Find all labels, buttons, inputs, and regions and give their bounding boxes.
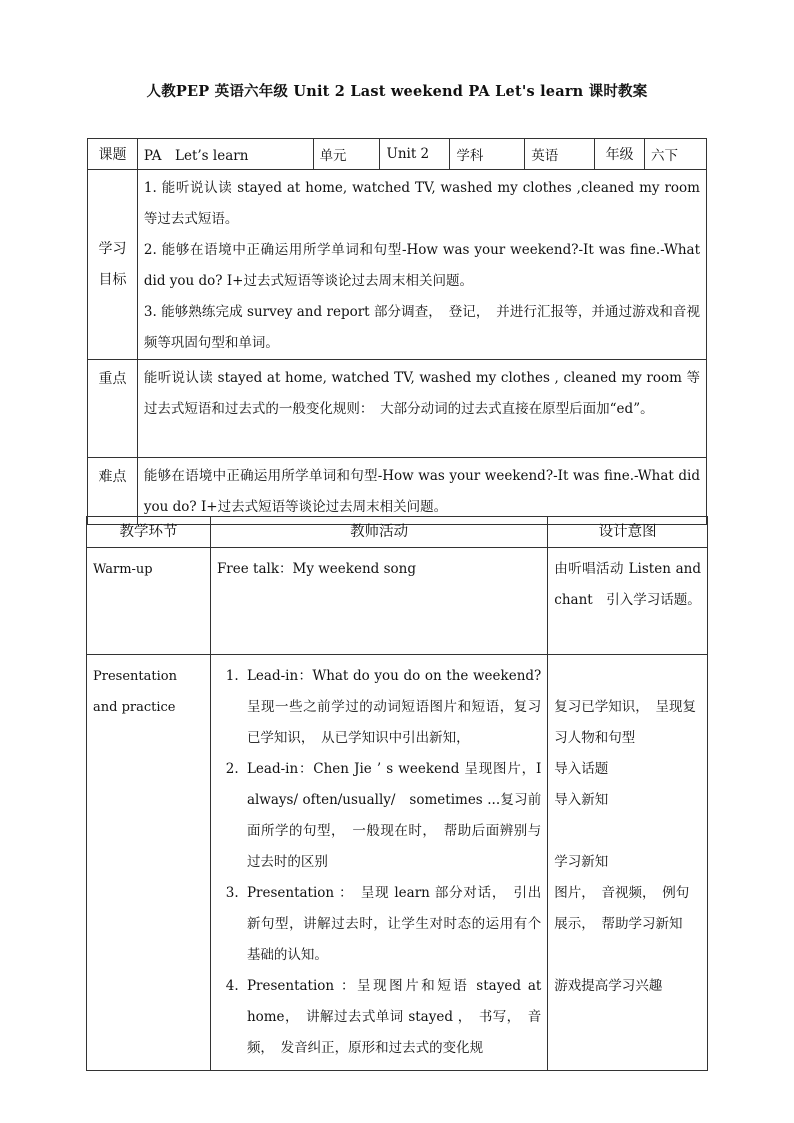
presentation-row <box>87 655 708 1071</box>
grade-value: 六下 <box>645 139 707 170</box>
key-points-label: 重点 <box>88 360 138 458</box>
warmup-activity: Free talk：My weekend song <box>210 548 547 655</box>
header-stage: 教学环节 <box>87 517 211 548</box>
activity-item: 3. Presentation ： 呈现 learn 部分对话， 引出新句型，讲解过去时，让学生对时态的运用有个基础的认知。 <box>243 878 541 971</box>
difficulties-content <box>137 458 706 525</box>
difficulties-row <box>88 458 707 525</box>
goals-content <box>137 170 706 360</box>
header-activity: 教师活动 <box>210 517 547 548</box>
intent-item: 学习新知 <box>554 854 609 870</box>
warmup-intent: 由听唱活动 Listen and chant 引入学习话题。 <box>548 548 708 655</box>
warmup-row <box>87 548 708 655</box>
header-intent: 设计意图 <box>548 517 708 548</box>
activity-list <box>217 661 541 1064</box>
subject-value: 英语 <box>525 139 595 170</box>
unit-value: Unit 2 <box>380 139 450 170</box>
presentation-stage: Presentation and practice <box>87 655 211 1071</box>
teaching-plan-table <box>86 516 708 1071</box>
document-title: 人教PEP 英语六年级 Unit 2 Last weekend PA Let's learn 课时教案 <box>146 83 648 100</box>
activity-item: 1. Lead-in：What do you do on the weekend?呈现一些之前学过的动词短语图片和短语，复习已学知识， 从已学知识中引出新知， <box>243 661 541 754</box>
goals-label <box>88 170 138 360</box>
goal-item: 3. 能够熟练完成 survey and report 部分调查， 登记， 并进行汇报等，并通过游戏和音视频等巩固句型和单词。 <box>143 304 700 351</box>
presentation-intents <box>548 655 708 1071</box>
difficulties-label: 难点 <box>88 458 138 525</box>
topic-value: PA Let’s learn <box>137 139 313 170</box>
intent-item: 图片， 音视频， 例句展示， 帮助学习新知 <box>554 885 690 932</box>
lesson-info-table <box>87 138 707 525</box>
goals-row <box>88 170 707 360</box>
key-points-row <box>88 360 707 458</box>
subject-label: 学科 <box>450 139 525 170</box>
intent-item: 导入话题 <box>554 761 609 777</box>
unit-label: 单元 <box>313 139 380 170</box>
grade-label: 年级 <box>595 139 645 170</box>
key-points-text: 能听说认读 stayed at home, watched TV, washed my clothes , cleaned my room 等过去式短语和过去式的一般变化规则： 大部分动词的过去式直接在原型后面加“ed”。 <box>143 370 700 417</box>
warmup-stage: Warm-up <box>87 548 211 655</box>
topic-label: 课题 <box>88 139 138 170</box>
goals-label-line1: 学习 <box>98 240 127 257</box>
activity-item: 2. Lead-in：Chen Jie ’ s weekend 呈现图片，I always/ often/usually/ sometimes ...复习前面所学的句型， 一般现在时， 帮助后面辨别与过去时的区别 <box>243 754 541 878</box>
intent-item: 导入新知 <box>554 792 609 808</box>
intent-item: 复习已学知识， 呈现复习人物和句型 <box>554 699 697 746</box>
presentation-activities <box>210 655 547 1071</box>
key-points-content <box>137 360 706 458</box>
activity-item: 4. Presentation ：呈现图片和短语 stayed at home， 讲解过去式单词 stayed ， 书写， 音频， 发音纠正，原形和过去式的变化规 <box>243 971 541 1064</box>
goal-item: 2. 能够在语境中正确运用所学单词和句型-How was your weekend?-It was fine.-What did you do? I+过去式短语等谈论过去周末相关问题。 <box>143 242 700 289</box>
difficulties-text: 能够在语境中正确运用所学单词和句型-How was your weekend?-It was fine.-What did you do? I+过去式短语等谈论过去周末相关问题。 <box>143 468 700 515</box>
plan-header-row <box>87 517 708 548</box>
intent-item: 游戏提高学习兴趣 <box>554 978 663 994</box>
goals-label-line2: 目标 <box>98 271 127 288</box>
info-header-row <box>88 139 707 170</box>
goal-item: 1. 能听说认读 stayed at home, watched TV, washed my clothes ,cleaned my room 等过去式短语。 <box>143 180 700 227</box>
